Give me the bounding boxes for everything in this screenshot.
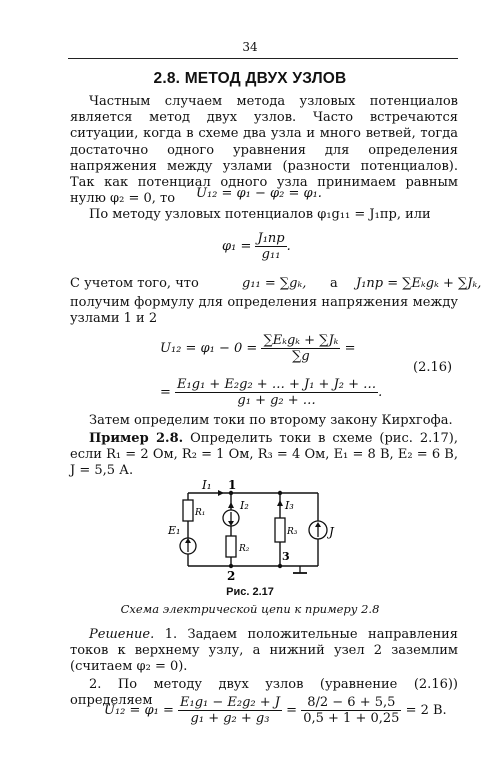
circuit-diagram [160, 478, 340, 583]
eq3-fraction1 [261, 333, 340, 364]
label-i2: I₂ [240, 499, 249, 512]
example-text: Определить токи в схеме (рис. 2.17), если R₁ = 2 Ом, R₂ = 1 Ом, R₃ = 4 Ом, E₁ = 8 В, E₂ = 6 В, J = 5,5 А. [70, 431, 458, 479]
eq3-lead: = [160, 385, 171, 400]
i1-arrow-icon [218, 490, 224, 496]
label-i3: I₃ [285, 499, 294, 512]
node-3-dot [278, 564, 282, 568]
resistor-r2 [226, 536, 236, 557]
page-number: 34 [242, 40, 258, 54]
eq4-result: = 2 В. [405, 703, 447, 718]
solution-label: Решение. [89, 627, 155, 642]
eq3-numerator1: ∑Eₖgₖ + ∑Jₖ [263, 333, 339, 348]
intro-paragraph: Частным случаем метода узловых потенциалов является метод двух узлов. Часто встречаются ситуации, когда в схеме два узла и много ветвей, тогда достаточно одного уравнения для определения напряжения между узлами (разности потенциалов). Так как потенциал одного узла принимаем равным нулю φ₂ = 0, то [70, 94, 458, 207]
eq4-numerator2: 8/2 − 6 + 5,5 [301, 695, 401, 711]
i3-arrow-icon [277, 500, 283, 506]
eq4-fraction1 [178, 695, 282, 726]
kirchhoff-paragraph: Затем определим токи по второму закону Кирхгофа. [89, 413, 453, 428]
example-label: Пример 2.8. [89, 431, 184, 446]
header-rule [68, 58, 458, 59]
eq4-lhs: U₁₂ = φ₁ = [104, 703, 174, 718]
label-i1: I₁ [202, 478, 212, 492]
figure-caption: Рис. 2.17 [226, 586, 274, 598]
solution-step2: 2. По методу двух узлов (уравнение (2.16)) определяем [70, 677, 458, 709]
label-node1: 1 [228, 478, 237, 492]
eq4-fraction2 [301, 695, 401, 726]
eq2-end: . [286, 239, 291, 254]
eq3-tail: . [378, 385, 383, 400]
label-node2: 2 [227, 569, 236, 583]
eq3-denominator2: g₁ + g₂ + … [237, 393, 316, 408]
eq4-numerator1: E₁g₁ − E₂g₂ + J [180, 695, 281, 710]
label-r1: R₁ [195, 508, 206, 518]
equation-phi1-fraction [222, 231, 291, 262]
resistor-r3 [275, 518, 285, 542]
eq2-numerator: J₁пр [257, 231, 285, 246]
eq2-fraction [255, 231, 286, 262]
eq4-denominator2: 0,5 + 1 + 0,25 [303, 711, 400, 726]
solution-step1 [70, 627, 458, 676]
solution-step1-text: 1. Задаем положительные направления токов к верхнему узлу, а нижний узел 2 заземлим (считаем φ₂ = 0). [70, 627, 458, 675]
formula-intro-paragraph: получим формулу для определения напряжения между узлами 1 и 2 [70, 295, 458, 327]
eq3-equals: = [344, 341, 356, 356]
j1pr-sum: J₁пр = ∑Eₖgₖ + ∑Jₖ, [356, 276, 482, 291]
eq2-lhs: φ₁ = [222, 239, 252, 254]
label-r2: R₂ [239, 544, 250, 554]
equation-u12-result [104, 695, 447, 726]
and-word: а [330, 276, 338, 291]
eq3-lhs: U₁₂ = φ₁ − 0 = [160, 341, 258, 356]
example-paragraph [70, 431, 458, 480]
equation-2-16-line1 [160, 333, 355, 364]
node-top-right-dot [278, 491, 282, 495]
considering-text: С учетом того, что [70, 276, 199, 291]
g11-sum: g₁₁ = ∑gₖ, [242, 276, 307, 291]
eq3-numerator2: E₁g₁ + E₂g₂ + … + J₁ + J₂ + … [177, 377, 377, 392]
section-title: 2.8. МЕТОД ДВУХ УЗЛОВ [153, 70, 347, 87]
eq2-denominator: g₁₁ [261, 247, 281, 262]
equation-u12-phi: U₁₂ = φ₁ − φ₂ = φ₁. [196, 186, 322, 201]
equation-2-16-line2 [160, 377, 382, 408]
node-2-dot [229, 564, 233, 568]
eq4-denominator1: g₁ + g₂ + g₃ [190, 711, 270, 726]
node-potential-paragraph: По методу узловых потенциалов φ₁g₁₁ = J₁пр, или [89, 207, 431, 222]
resistor-r1 [183, 500, 193, 521]
equation-number-2-16: (2.16) [413, 360, 453, 375]
label-r3: R₃ [287, 527, 298, 537]
i2-arrow-icon [228, 502, 234, 508]
eq3-fraction2 [175, 377, 378, 408]
eq4-equals: = [286, 703, 298, 718]
label-node3: 3 [282, 550, 290, 563]
figure-subcaption: Схема электрической цепи к примеру 2.8 [120, 602, 380, 616]
label-j: J [329, 525, 334, 539]
label-e1: E₁ [168, 524, 181, 537]
eq3-denominator1: ∑g [292, 349, 310, 364]
